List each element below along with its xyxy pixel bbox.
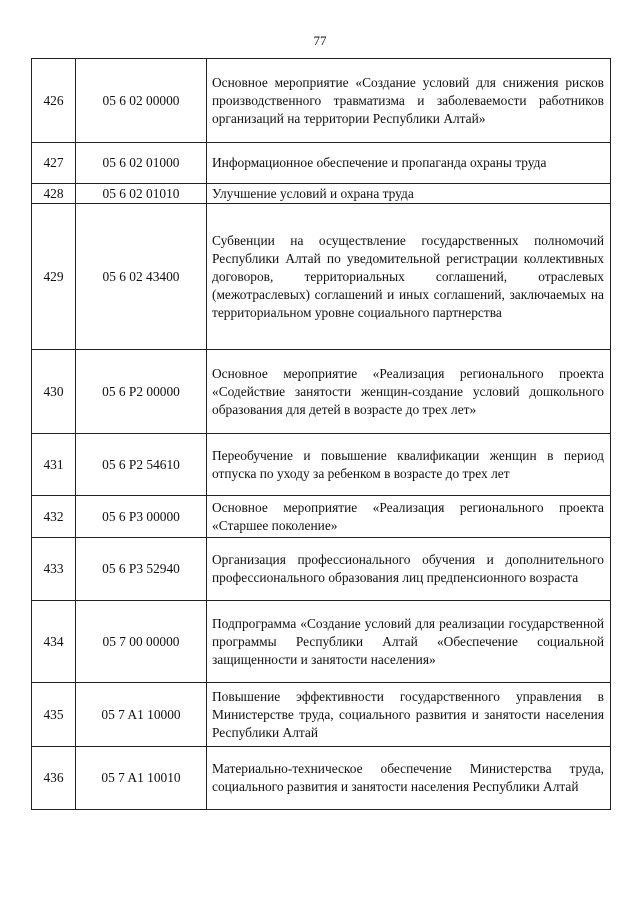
row-number: 434 <box>32 601 76 683</box>
row-description: Основное мероприятие «Создание условий для снижения рисков производственного травматизма и заболеваемости работников организаций на территории Республики Алтай» <box>207 59 611 143</box>
row-number: 435 <box>32 683 76 747</box>
row-description: Основное мероприятие «Реализация регионального проекта «Старшее поколение» <box>207 496 611 538</box>
classification-code: 05 6 02 01010 <box>76 184 207 204</box>
table-row <box>32 601 611 683</box>
classification-code: 05 7 A1 10010 <box>76 747 207 810</box>
table-row <box>32 204 611 350</box>
table-row <box>32 350 611 434</box>
row-number: 432 <box>32 496 76 538</box>
classification-code: 05 6 P2 54610 <box>76 434 207 496</box>
classification-code: 05 7 00 00000 <box>76 601 207 683</box>
classification-code: 05 6 02 43400 <box>76 204 207 350</box>
budget-classification-table <box>31 58 611 810</box>
row-description: Основное мероприятие «Реализация регионального проекта «Содействие занятости женщин-создание условий дошкольного образования для детей в возрасте до трех лет» <box>207 350 611 434</box>
row-description: Материально-техническое обеспечение Министерства труда, социального развития и занятости населения Республики Алтай <box>207 747 611 810</box>
row-number: 427 <box>32 143 76 184</box>
row-description: Подпрограмма «Создание условий для реализации государственной программы Республики Алтай «Обеспечение социальной защищенности и занятости населения» <box>207 601 611 683</box>
row-number: 426 <box>32 59 76 143</box>
row-number: 436 <box>32 747 76 810</box>
row-number: 431 <box>32 434 76 496</box>
page-number: 77 <box>313 33 327 48</box>
table-row <box>32 538 611 601</box>
row-description: Улучшение условий и охрана труда <box>207 184 611 204</box>
classification-code: 05 6 02 01000 <box>76 143 207 184</box>
row-number: 433 <box>32 538 76 601</box>
row-description: Переобучение и повышение квалификации женщин в период отпуска по уходу за ребенком в возрасте до трех лет <box>207 434 611 496</box>
row-description: Повышение эффективности государственного управления в Министерстве труда, социального развития и занятости населения Республики Алтай <box>207 683 611 747</box>
table-row <box>32 59 611 143</box>
classification-code: 05 6 P2 00000 <box>76 350 207 434</box>
classification-code: 05 6 02 00000 <box>76 59 207 143</box>
row-number: 430 <box>32 350 76 434</box>
table-row <box>32 184 611 204</box>
row-number: 428 <box>32 184 76 204</box>
row-description: Субвенции на осуществление государственных полномочий Республики Алтай по уведомительной регистрации коллективных договоров, территориальных соглашений, отраслевых (межотраслевых) соглашений и иных соглашений, заключаемых на территориальном уровне социального партнерства <box>207 204 611 350</box>
row-description: Организация профессионального обучения и дополнительного профессионального образования лиц предпенсионного возраста <box>207 538 611 601</box>
classification-code: 05 7 A1 10000 <box>76 683 207 747</box>
table-row <box>32 496 611 538</box>
table-row <box>32 143 611 184</box>
row-description: Информационное обеспечение и пропаганда охраны труда <box>207 143 611 184</box>
table-row <box>32 747 611 810</box>
classification-code: 05 6 P3 00000 <box>76 496 207 538</box>
table-row <box>32 683 611 747</box>
table-row <box>32 434 611 496</box>
classification-code: 05 6 P3 52940 <box>76 538 207 601</box>
row-number: 429 <box>32 204 76 350</box>
